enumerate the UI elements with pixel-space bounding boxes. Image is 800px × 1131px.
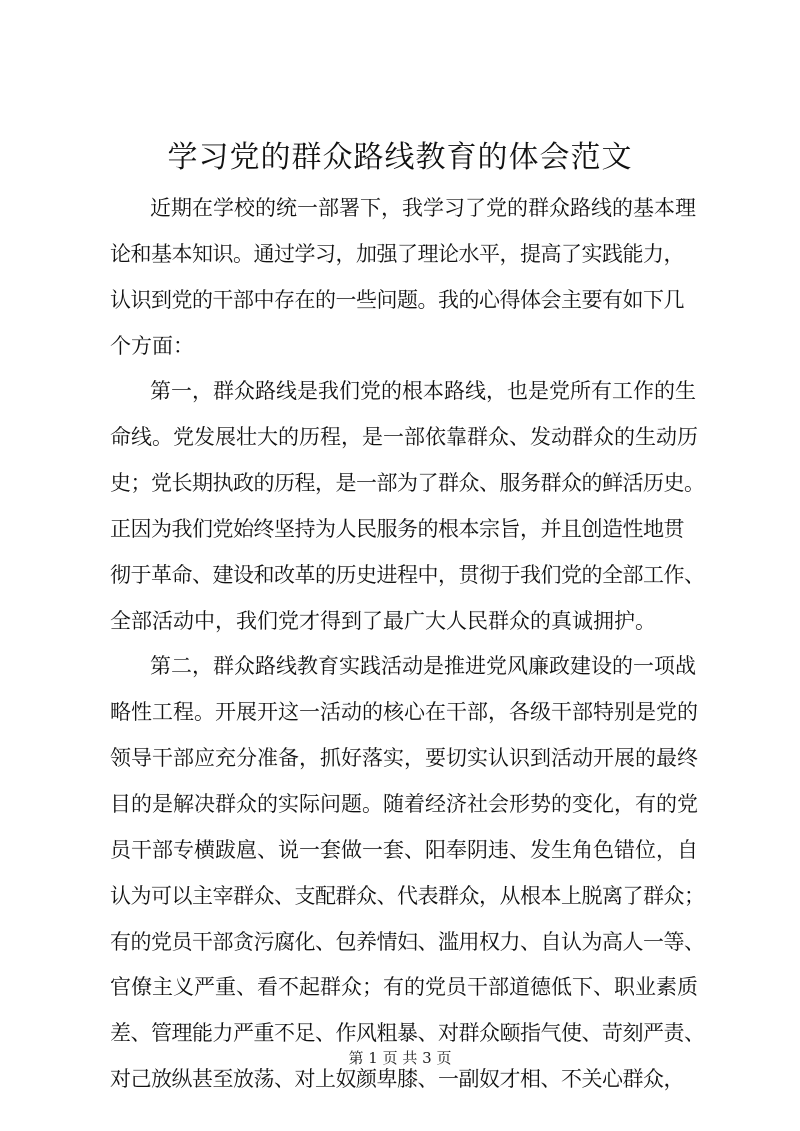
text-line: 第二，群众路线教育实践活动是推进党风廉政建设的一项战 bbox=[150, 654, 696, 679]
text-line: 个方面： bbox=[110, 333, 194, 358]
document-body bbox=[110, 186, 710, 1103]
text-line: 官僚主义严重、看不起群众；有的党员干部道德低下、职业素质 bbox=[110, 975, 698, 1000]
text-line: 略性工程。开展开这一活动的核心在干部，各级干部特别是党的 bbox=[110, 700, 698, 725]
text-line: 差、管理能力严重不足、作风粗暴、对群众颐指气使、苛刻严责、 bbox=[110, 1021, 705, 1046]
text-line: 认识到党的干部中存在的一些问题。我的心得体会主要有如下几 bbox=[110, 287, 684, 312]
text-line: 彻于革命、建设和改革的历史进程中，贯彻于我们党的全部工作、 bbox=[110, 562, 705, 587]
text-line: 近期在学校的统一部署下，我学习了党的群众路线的基本理 bbox=[150, 196, 696, 220]
text-line: 对己放纵甚至放荡、对上奴颜卑膝、一副奴才相、不关心群众， bbox=[110, 1067, 684, 1092]
text-line: 命线。党发展壮大的历程，是一部依靠群众、发动群众的生动历 bbox=[110, 425, 698, 450]
text-line: 员干部专横跋扈、说一套做一套、阳奉阴违、发生角色错位，自 bbox=[110, 837, 698, 862]
text-line: 领导干部应充分准备，抓好落实，要切实认识到活动开展的最终 bbox=[110, 746, 698, 771]
text-line: 论和基本知识。通过学习，加强了理论水平，提高了实践能力， bbox=[110, 241, 684, 266]
text-line: 有的党员干部贪污腐化、包养情妇、滥用权力、自认为高人一等、 bbox=[110, 929, 705, 954]
text-line: 目的是解决群众的实际问题。随着经济社会形势的变化，有的党 bbox=[110, 791, 698, 816]
text-line: 史；党长期执政的历程，是一部为了群众、服务群众的鲜活历史。 bbox=[110, 471, 705, 496]
document-title: 学习党的群众路线教育的体会范文 bbox=[167, 140, 633, 175]
text-line: 全部活动中，我们党才得到了最广大人民群众的真诚拥护。 bbox=[110, 608, 656, 633]
text-line: 正因为我们党始终坚持为人民服务的根本宗旨，并且创造性地贯 bbox=[110, 516, 684, 541]
text-line: 第一，群众路线是我们党的根本路线，也是党所有工作的生 bbox=[150, 379, 696, 404]
text-line: 认为可以主宰群众、支配群众、代表群众，从根本上脱离了群众； bbox=[110, 883, 705, 908]
page-footer: 第 1 页 共 3 页 bbox=[348, 1049, 452, 1067]
